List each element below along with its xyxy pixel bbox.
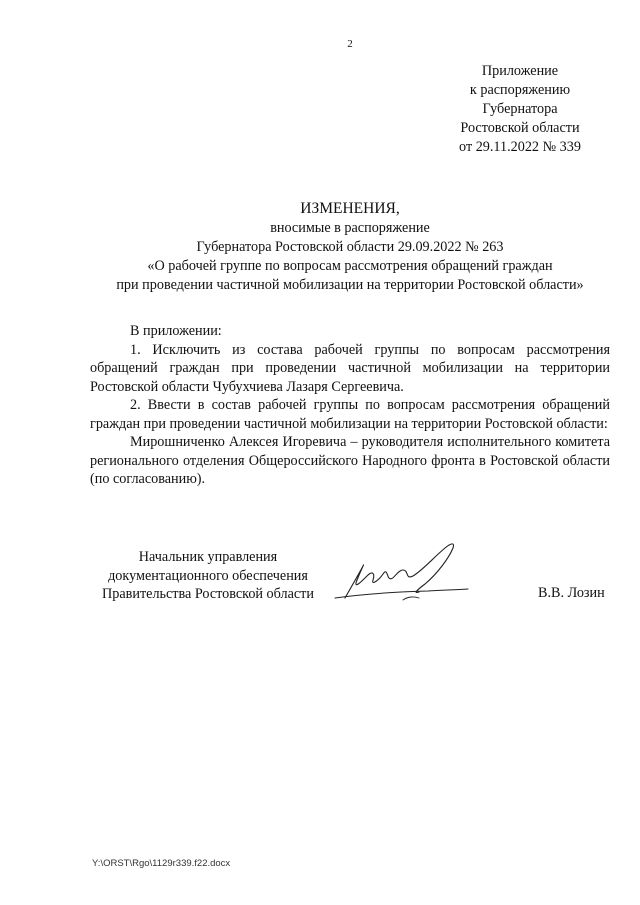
signer-position-line: документационного обеспечения [108,567,308,584]
signer-position [88,548,328,604]
body-item-1: 1. Исключить из состава рабочей группы по вопросам рассмотрения обращений граждан при проведении частичной мобилизации на территории Ростовской области Чубухчиева Лазаря Сергеевича. [90,341,610,395]
handwritten-signature [333,540,493,615]
appendix-header [440,62,600,157]
appendix-date-number: от 29.11.2022 № 339 [459,139,581,155]
signature-block [88,548,618,618]
appendix-line: к распоряжению [469,82,571,98]
appendix-line: Приложение [481,63,559,79]
heading-line: вносимые в распоряжение [270,220,430,236]
body-intro: В приложении: [130,323,222,339]
appendix-line: Ростовской области [460,120,580,136]
heading-title: ИЗМЕНЕНИЯ, [300,200,400,217]
page-number: 2 [347,38,353,50]
document-heading [40,198,640,295]
appendix-line: Губернатора [482,101,558,117]
signer-name: В.В. Лозин [538,585,605,601]
document-body [90,322,610,489]
signer-position-line: Начальник управления [138,549,278,565]
body-item-2-member: Мирошниченко Алексея Игоревича – руководителя исполнительного комитета регионального отделения Общероссийского Народного фронта в Ростовской области (по согласованию). [90,434,610,487]
heading-line: Губернатора Ростовской области 29.09.2022 № 263 [196,239,504,255]
signer-position-line: Правительства Ростовской области [102,586,314,602]
footer-file-path: Y:\ORST\Rgo\1129r339.f22.docx [92,858,231,869]
heading-line: «О рабочей группе по вопросам рассмотрения обращений граждан [147,258,553,274]
heading-line: при проведении частичной мобилизации на территории Ростовской области» [116,277,584,293]
body-item-2: 2. Ввести в состав рабочей группы по вопросам рассмотрения обращений граждан при проведении частичной мобилизации на территории Ростовской области: [90,397,610,432]
